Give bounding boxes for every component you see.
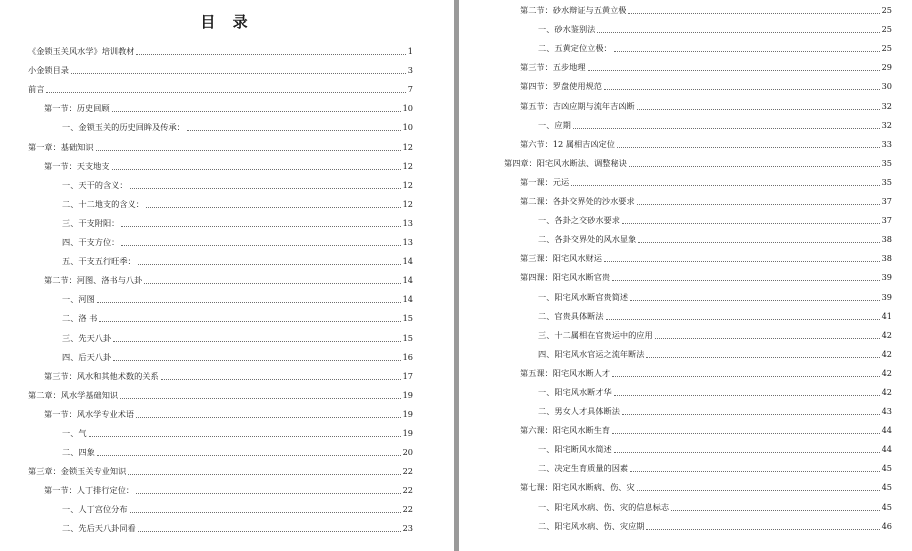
- toc-page-number: 39: [881, 272, 892, 283]
- toc-entry-label: 一、气: [62, 427, 87, 438]
- toc-entry-label: 第二课：各卦交界处的沙水要求: [520, 196, 635, 207]
- toc-page-number: 42: [881, 367, 892, 378]
- toc-entry-label: 第三节：五步地理: [520, 62, 586, 73]
- toc-page-number: 12: [402, 160, 413, 171]
- toc-entry[interactable]: [459, 341, 912, 360]
- toc-leader-dots: [606, 319, 880, 320]
- toc-leader-dots: [629, 166, 880, 167]
- toc-entry[interactable]: [0, 477, 454, 496]
- toc-leader-dots: [97, 302, 401, 303]
- toc-entry[interactable]: [0, 38, 454, 57]
- toc-page-number: 45: [881, 482, 892, 493]
- toc-entry[interactable]: [0, 324, 454, 343]
- toc-entry[interactable]: [0, 439, 454, 458]
- toc-leader-dots: [604, 261, 880, 262]
- toc-entry-label: 第二节：河图、洛书与八卦: [44, 275, 143, 286]
- toc-leader-dots: [612, 280, 880, 281]
- toc-entry-label: 第一节：天支地支: [44, 160, 110, 171]
- toc-leader-dots: [187, 130, 401, 131]
- toc-entry[interactable]: [0, 210, 454, 229]
- toc-leader-dots: [612, 433, 880, 434]
- toc-entry[interactable]: [459, 513, 912, 532]
- toc-leader-dots: [136, 417, 401, 418]
- toc-entry-label: 第一章：基础知识: [28, 141, 94, 152]
- toc-page-number: 45: [881, 501, 892, 512]
- toc-entry-label: 一、阳宅风水病、伤、灾的信息标志: [538, 501, 670, 512]
- toc-page-number: 12: [402, 179, 413, 190]
- toc-entry-label: 第一节：人丁排行定位：: [44, 485, 135, 496]
- toc-entry-label: 第四课：阳宅风水断官贵: [520, 272, 611, 283]
- toc-entry[interactable]: [459, 417, 912, 436]
- toc-leader-dots: [630, 471, 880, 472]
- toc-page-number: 25: [881, 5, 892, 16]
- toc-leader-dots: [588, 70, 880, 71]
- toc-entry-label: 一、河图: [62, 294, 95, 305]
- toc-entry-label: 五、干支五行旺季：: [62, 256, 136, 267]
- toc-page-number: 44: [881, 444, 892, 455]
- toc-leader-dots: [638, 242, 879, 243]
- toc-page-number: 39: [881, 291, 892, 302]
- toc-leader-dots: [630, 300, 880, 301]
- toc-page-number: 35: [881, 157, 892, 168]
- toc-entry[interactable]: [0, 515, 454, 534]
- toc-page-number: 23: [402, 523, 413, 534]
- toc-entry-label: 小金锁目录: [28, 65, 69, 76]
- toc-page-number: 19: [402, 408, 413, 419]
- toc-page-number: 42: [881, 386, 892, 397]
- toc-entry-label: 二、洛 书: [62, 313, 98, 324]
- toc-entry[interactable]: [0, 305, 454, 324]
- toc-leader-dots: [138, 531, 401, 532]
- toc-entry[interactable]: [459, 436, 912, 455]
- toc-leader-dots: [146, 207, 401, 208]
- toc-page-number: 44: [881, 425, 892, 436]
- toc-entry-label: 一、阳宅风水断官贵简述: [538, 291, 629, 302]
- toc-entry[interactable]: [0, 401, 454, 420]
- toc-entry-label: 第五课：阳宅风水断人才: [520, 367, 611, 378]
- toc-entry[interactable]: [0, 496, 454, 515]
- toc-entry-label: 一、金锁玉关的历史回眸及传承：: [62, 122, 185, 133]
- toc-list-left: [0, 38, 454, 534]
- toc-leader-dots: [113, 341, 400, 342]
- toc-entry[interactable]: [459, 379, 912, 398]
- toc-entry[interactable]: [0, 420, 454, 439]
- toc-entry[interactable]: [459, 245, 912, 264]
- toc-entry[interactable]: [0, 191, 454, 210]
- toc-page-number: 1: [407, 46, 413, 57]
- toc-entry[interactable]: [0, 267, 454, 286]
- toc-entry[interactable]: [459, 226, 912, 245]
- toc-leader-dots: [655, 338, 880, 339]
- toc-leader-dots: [113, 360, 400, 361]
- toc-leader-dots: [128, 474, 400, 475]
- toc-page-number: 10: [402, 122, 413, 133]
- toc-entry[interactable]: [0, 76, 454, 95]
- toc-entry[interactable]: [0, 114, 454, 133]
- toc-entry[interactable]: [0, 363, 454, 382]
- toc-entry[interactable]: [0, 153, 454, 172]
- toc-page-number: 29: [881, 62, 892, 73]
- toc-page-number: 7: [407, 84, 413, 95]
- toc-page-number: 43: [881, 406, 892, 417]
- toc-page-number: 22: [402, 466, 413, 477]
- toc-leader-dots: [646, 357, 879, 358]
- toc-page-number: 35: [881, 176, 892, 187]
- toc-entry-label: 第五节：吉凶应期与流年吉凶断: [520, 100, 635, 111]
- toc-page-number: 10: [402, 103, 413, 114]
- toc-page-number: 13: [402, 217, 413, 228]
- toc-entry[interactable]: [0, 458, 454, 477]
- toc-entry[interactable]: [0, 172, 454, 191]
- toc-leader-dots: [144, 283, 400, 284]
- toc-page-number: 42: [881, 329, 892, 340]
- toc-entry-label: 第一节：历史回顾: [44, 103, 110, 114]
- toc-page-number: 16: [402, 351, 413, 362]
- toc-entry[interactable]: [459, 264, 912, 283]
- toc-entry-label: 三、干支附阳：: [62, 217, 120, 228]
- toc-page-number: 12: [402, 198, 413, 209]
- toc-leader-dots: [130, 512, 401, 513]
- toc-entry-label: 一、天干的含义：: [62, 179, 128, 190]
- toc-entry-label: 第四章：阳宅风水断法、调整秘诀: [504, 157, 627, 168]
- toc-leader-dots: [573, 128, 880, 129]
- toc-title: 目 录: [200, 13, 254, 31]
- toc-page-number: 22: [402, 504, 413, 515]
- toc-leader-dots: [136, 54, 405, 55]
- toc-entry-label: 二、四象: [62, 447, 95, 458]
- toc-leader-dots: [120, 398, 401, 399]
- toc-list-right: [459, 0, 912, 532]
- toc-leader-dots: [121, 245, 400, 246]
- toc-entry-label: 四、后天八卦: [62, 351, 112, 362]
- toc-entry[interactable]: [459, 207, 912, 226]
- toc-leader-dots: [112, 111, 401, 112]
- toc-page-number: 32: [881, 119, 892, 130]
- toc-leader-dots: [138, 264, 401, 265]
- toc-page-number: 3: [407, 65, 413, 76]
- toc-page-number: 22: [402, 485, 413, 496]
- toc-leader-dots: [637, 204, 880, 205]
- toc-entry-label: 第七课：阳宅风水断病、伤、灾: [520, 482, 635, 493]
- toc-entry[interactable]: [0, 344, 454, 363]
- toc-entry[interactable]: [0, 286, 454, 305]
- toc-entry-label: 一、阳宅风水断才华: [538, 386, 612, 397]
- toc-page-number: 37: [881, 215, 892, 226]
- toc-entry-label: 第一节：风水学专业术语: [44, 408, 135, 419]
- toc-entry-label: 四、阳宅风水官运之流年断法: [538, 348, 645, 359]
- toc-leader-dots: [637, 490, 880, 491]
- toc-entry-label: 第六课：阳宅风水断生育: [520, 425, 611, 436]
- toc-entry[interactable]: [459, 322, 912, 341]
- toc-page-number: 14: [402, 275, 413, 286]
- toc-entry-label: 二、阳宅风水病、伤、灾应期: [538, 520, 645, 531]
- toc-leader-dots: [130, 188, 401, 189]
- toc-entry-label: 三、十二属相在官贵运中的应用: [538, 329, 653, 340]
- toc-page-number: 32: [881, 100, 892, 111]
- toc-page-number: 14: [402, 294, 413, 305]
- toc-entry[interactable]: [459, 493, 912, 512]
- toc-entry[interactable]: [0, 133, 454, 152]
- toc-page-number: 37: [881, 196, 892, 207]
- toc-leader-dots: [71, 73, 406, 74]
- toc-leader-dots: [614, 395, 880, 396]
- toc-entry[interactable]: [459, 150, 912, 169]
- toc-page-right: [459, 0, 912, 551]
- toc-leader-dots: [112, 169, 401, 170]
- toc-leader-dots: [646, 529, 879, 530]
- toc-leader-dots: [99, 321, 400, 322]
- toc-page-number: 15: [402, 313, 413, 324]
- toc-entry-label: 第一课：元运: [520, 176, 570, 187]
- toc-leader-dots: [136, 493, 401, 494]
- toc-leader-dots: [571, 185, 879, 186]
- toc-entry-label: 第三课：阳宅风水财运: [520, 253, 602, 264]
- toc-entry-label: 二、十二地支的含义：: [62, 198, 144, 209]
- toc-page-number: 12: [402, 141, 413, 152]
- toc-page-number: 15: [402, 332, 413, 343]
- toc-page-number: 14: [402, 256, 413, 267]
- toc-entry-label: 第四节：罗盘使用规范: [520, 81, 602, 92]
- toc-entry[interactable]: [459, 0, 912, 16]
- toc-entry-label: 第三节：风水和其他术数的关系: [44, 370, 159, 381]
- toc-entry-label: 二、先后天八卦同看: [62, 523, 136, 534]
- toc-entry-label: 第三章：金锁玉关专业知识: [28, 466, 127, 477]
- toc-leader-dots: [617, 147, 880, 148]
- toc-entry[interactable]: [459, 92, 912, 111]
- toc-entry-label: 一、人丁宫位分布: [62, 504, 128, 515]
- toc-entry-label: 一、各卦之交砂水要求: [538, 215, 620, 226]
- toc-page-number: 42: [881, 348, 892, 359]
- toc-entry[interactable]: [459, 35, 912, 54]
- toc-page-number: 38: [881, 234, 892, 245]
- toc-entry[interactable]: [0, 382, 454, 401]
- toc-entry-label: 三、先天八卦: [62, 332, 112, 343]
- toc-entry-label: 一、阳宅断风水简述: [538, 444, 612, 455]
- toc-leader-dots: [612, 376, 880, 377]
- toc-entry[interactable]: [0, 95, 454, 114]
- toc-page-number: 41: [881, 310, 892, 321]
- toc-entry[interactable]: [459, 112, 912, 131]
- toc-entry-label: 第二章：风水学基础知识: [28, 389, 119, 400]
- toc-page-number: 19: [402, 427, 413, 438]
- toc-leader-dots: [121, 226, 400, 227]
- toc-leader-dots: [597, 32, 879, 33]
- toc-entry-label: 第二节：砂水辩证与五黄立极: [520, 5, 627, 16]
- toc-entry[interactable]: [459, 398, 912, 417]
- toc-entry[interactable]: [459, 360, 912, 379]
- toc-page-number: 33: [881, 138, 892, 149]
- toc-leader-dots: [46, 92, 405, 93]
- toc-entry-label: 二、决定生育质量的因素: [538, 463, 629, 474]
- toc-page-left: [0, 0, 454, 551]
- toc-leader-dots: [96, 150, 401, 151]
- toc-page-number: 46: [881, 520, 892, 531]
- toc-entry-label: 第六节：12 属相吉凶定位: [520, 138, 615, 149]
- toc-entry[interactable]: [459, 283, 912, 302]
- toc-entry[interactable]: [459, 188, 912, 207]
- toc-leader-dots: [604, 89, 880, 90]
- toc-entry-label: 一、砂水鉴别法: [538, 24, 596, 35]
- toc-leader-dots: [161, 379, 401, 380]
- toc-page-number: 17: [402, 370, 413, 381]
- toc-entry[interactable]: [459, 73, 912, 92]
- toc-entry[interactable]: [0, 248, 454, 267]
- toc-leader-dots: [97, 455, 401, 456]
- toc-leader-dots: [622, 223, 880, 224]
- toc-leader-dots: [637, 109, 880, 110]
- toc-entry-label: 四、干支方位：: [62, 237, 120, 248]
- toc-entry[interactable]: [459, 169, 912, 188]
- toc-leader-dots: [89, 436, 401, 437]
- toc-leader-dots: [628, 13, 879, 14]
- toc-page-number: 38: [881, 253, 892, 264]
- toc-entry-label: 一、应期: [538, 119, 571, 130]
- toc-page-number: 20: [402, 447, 413, 458]
- toc-leader-dots: [671, 510, 880, 511]
- toc-entry[interactable]: [459, 131, 912, 150]
- toc-page-number: 25: [881, 43, 892, 54]
- toc-leader-dots: [614, 452, 880, 453]
- toc-entry-label: 二、男女人才具体断法: [538, 406, 620, 417]
- toc-leader-dots: [622, 414, 880, 415]
- toc-page-number: 13: [402, 237, 413, 248]
- toc-entry-label: 二、各卦交界处的风水显象: [538, 234, 637, 245]
- toc-entry[interactable]: [459, 455, 912, 474]
- toc-entry[interactable]: [459, 16, 912, 35]
- toc-entry[interactable]: [0, 57, 454, 76]
- toc-entry-label: 前言: [28, 84, 45, 95]
- toc-entry[interactable]: [459, 474, 912, 493]
- toc-leader-dots: [614, 51, 880, 52]
- toc-entry-label: 二、官贵具体断法: [538, 310, 604, 321]
- toc-page-number: 45: [881, 463, 892, 474]
- toc-entry[interactable]: [0, 229, 454, 248]
- toc-page-number: 19: [402, 389, 413, 400]
- toc-entry-label: 二、五黄定位立极：: [538, 43, 612, 54]
- toc-entry-label: 《金锁玉关风水学》培训教材: [28, 46, 135, 57]
- toc-entry[interactable]: [459, 54, 912, 73]
- toc-page-number: 30: [881, 81, 892, 92]
- toc-page-number: 25: [881, 24, 892, 35]
- toc-entry[interactable]: [459, 303, 912, 322]
